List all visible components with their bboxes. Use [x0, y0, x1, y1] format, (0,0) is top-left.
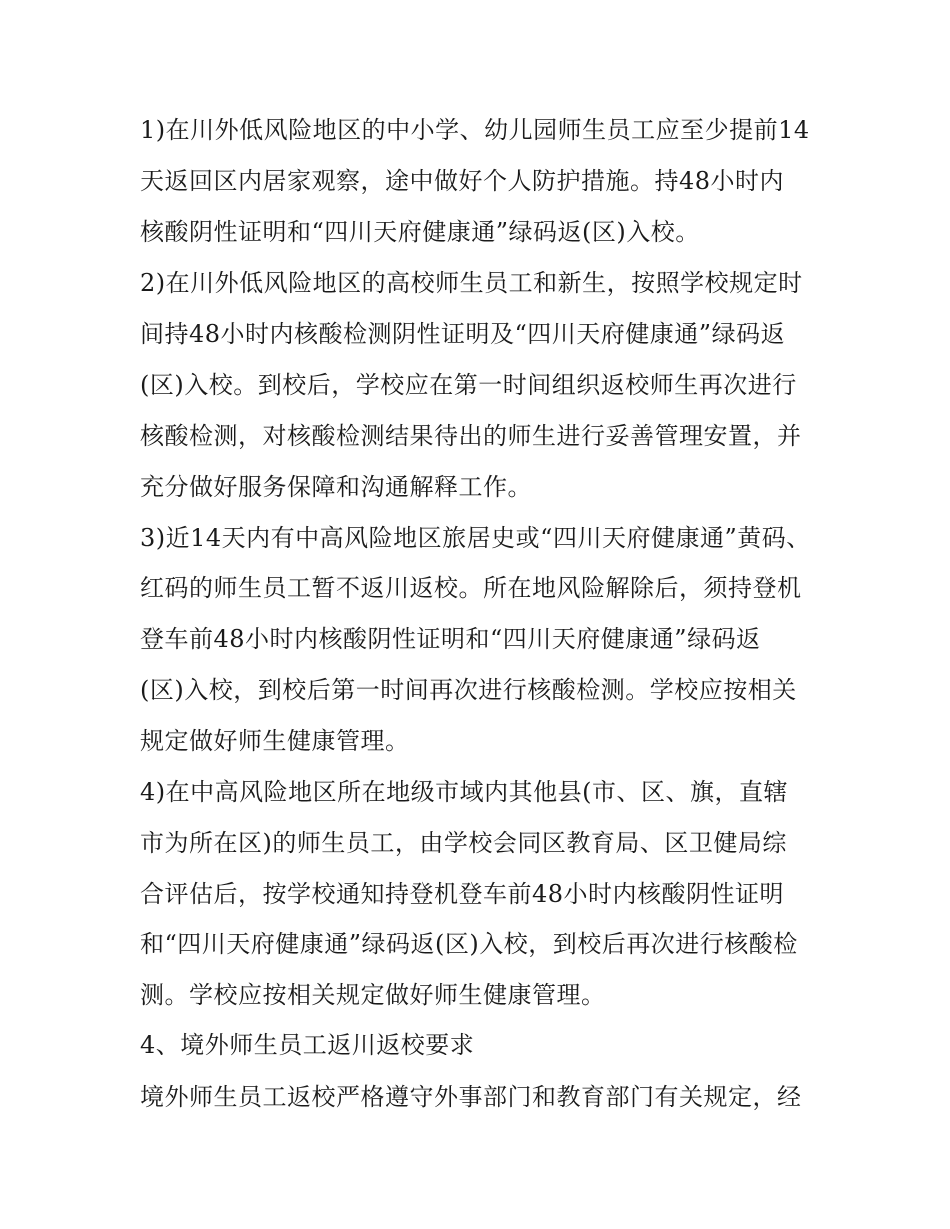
- text-line: (区)入校。到校后，学校应在第一时间组织返校师生再次进行: [140, 371, 797, 399]
- text-line: 1)在川外低风险地区的中小学、幼儿园师生员工应至少提前14: [140, 116, 810, 144]
- text-line: 境外师生员工返校严格遵守外事部门和教育部门有关规定，经: [140, 1083, 802, 1111]
- text-line: 2)在川外低风险地区的高校师生员工和新生，按照学校规定时: [140, 269, 803, 297]
- text-line: 登车前48小时内核酸阴性证明和“四川天府健康通”绿码返: [140, 625, 761, 653]
- text-line: 规定做好师生健康管理。: [140, 727, 410, 755]
- text-line: 核酸检测，对核酸检测结果待出的师生进行妥善管理安置，并: [140, 422, 802, 450]
- text-line: 3)近14天内有中高风险地区旅居史或“四川天府健康通”黄码、: [140, 524, 811, 552]
- text-line: 核酸阴性证明和“四川天府健康通”绿码返(区)入校。: [140, 218, 700, 246]
- text-line: (区)入校，到校后第一时间再次进行核酸检测。学校应按相关: [140, 676, 797, 704]
- text-line: 测。学校应按相关规定做好师生健康管理。: [140, 981, 606, 1009]
- text-line: 4)在中高风险地区所在地级市域内其他县(市、区、旗，直辖: [140, 778, 788, 806]
- section-heading: 4、境外师生员工返川返校要求: [140, 1031, 475, 1059]
- text-line: 和“四川天府健康通”绿码返(区)入校，到校后再次进行核酸检: [140, 930, 798, 958]
- text-line: 市为所在区)的师生员工，由学校会同区教育局、区卫健局综: [140, 829, 787, 857]
- text-line: 充分做好服务保障和沟通解释工作。: [140, 473, 532, 501]
- text-line: 红码的师生员工暂不返川返校。所在地风险解除后，须持登机: [140, 574, 802, 602]
- text-line: 间持48小时内核酸检测阴性证明及“四川天府健康通”绿码返: [140, 320, 786, 348]
- text-line: 天返回区内居家观察，途中做好个人防护措施。持48小时内: [140, 167, 785, 195]
- text-line: 合评估后，按学校通知持登机登车前48小时内核酸阴性证明: [140, 880, 785, 908]
